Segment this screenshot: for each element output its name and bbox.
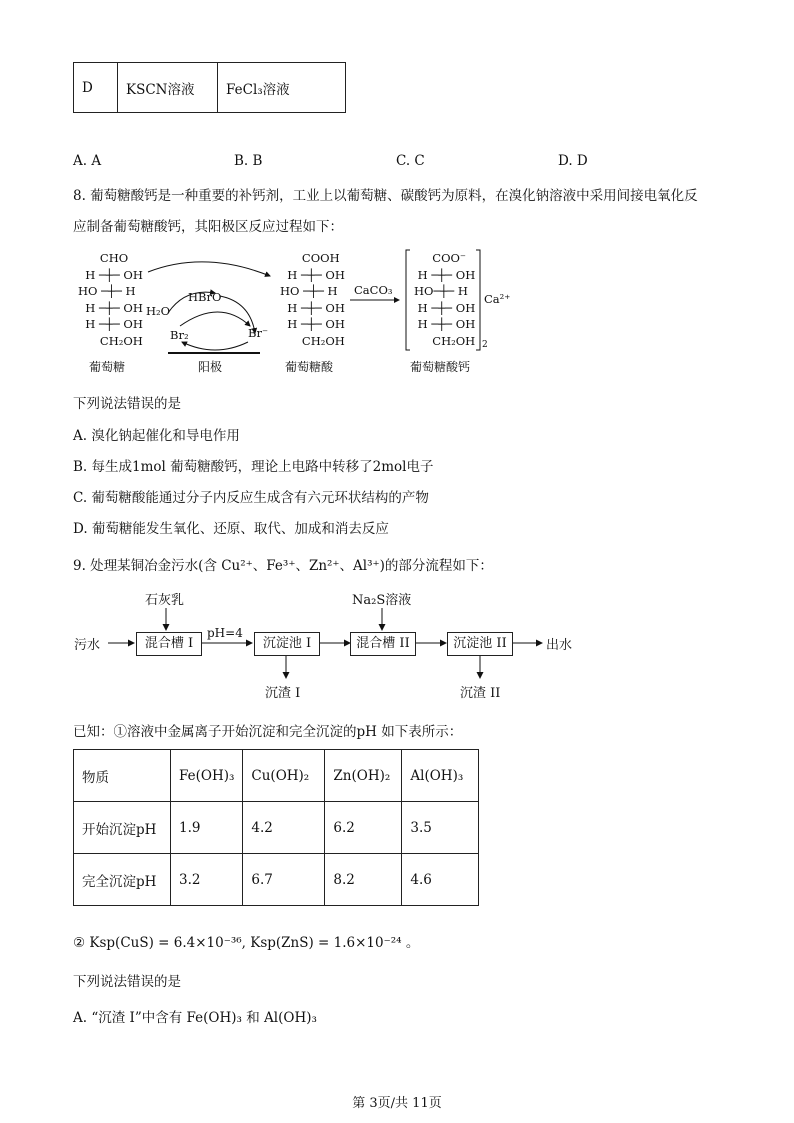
table-cell: 8.2 — [325, 854, 402, 906]
calcium-ion: Ca²⁺ — [484, 292, 511, 306]
br2-label: Br₂ — [170, 328, 189, 342]
q7-option-a: A. A — [73, 153, 102, 169]
q8-ask: 下列说法错误的是 — [73, 396, 181, 412]
table-cell: 6.2 — [325, 802, 402, 854]
q7-option-b: B. B — [234, 153, 263, 169]
flow-lime: 石灰乳 — [145, 593, 185, 608]
page-footer: 第 3页/共 11页 — [352, 1096, 442, 1111]
q8-option-b: B. 每生成1mol 葡萄糖酸钙，理论上电路中转移了2mol电子 — [73, 459, 434, 475]
calcium-gluconate-structure: COO⁻ H ─┼─ OH HO─┼─ H H ─┼─ OH H ─┼─ OH CH₂OH — [414, 251, 476, 348]
flow-slag-1: 沉渣 I — [265, 686, 301, 701]
q8-option-d: D. 葡萄糖能发生氧化、还原、取代、加成和消去反应 — [73, 521, 389, 537]
q8-stem-line2: 应制备葡萄糖酸钙，其阳极区反应过程如下： — [73, 219, 343, 235]
gluconic-acid-structure: COOH H ─┼─ OH HO ─┼─ H H ─┼─ OH H ─┼─ OH CH₂OH — [280, 251, 345, 348]
hbro-label: HBrO — [188, 290, 222, 304]
q8-stem-line1: 8. 葡萄糖酸钙是一种重要的补钙剂，工业上以葡萄糖、碳酸钙为原料，在溴化钠溶液中采用间接电氧化反 — [73, 188, 698, 204]
table-row — [74, 802, 479, 854]
flow-input: 污水 — [74, 638, 101, 653]
table-header-row — [74, 750, 479, 802]
flow-tank-2: 混合槽 II — [350, 632, 416, 656]
table-header: Zn(OH)₂ — [325, 750, 402, 802]
table-cell: KSCN溶液 — [118, 63, 218, 113]
flow-na2s: Na₂S溶液 — [352, 593, 412, 608]
calcium-gluconate-label: 葡萄糖酸钙 — [410, 360, 471, 374]
table-header: Fe(OH)₃ — [171, 750, 243, 802]
table-cell: 完全沉淀pH — [74, 854, 171, 906]
q9-known-1: 已知：①溶液中金属离子开始沉淀和完全沉淀的pH 如下表所示： — [73, 724, 463, 740]
bracket-subscript: 2 — [482, 340, 488, 350]
flow-output: 出水 — [546, 638, 573, 653]
table-cell: FeCl₃溶液 — [218, 63, 346, 113]
flow-pool-2: 沉淀池 II — [447, 632, 513, 656]
q9-stem: 9. 处理某铜冶金污水(含 Cu²⁺、Fe³⁺、Zn²⁺、Al³⁺)的部分流程如下： — [73, 558, 493, 574]
table-cell: D — [74, 63, 118, 113]
table-cell: 3.2 — [171, 854, 243, 906]
table-cell: 1.9 — [171, 802, 243, 854]
table-cell: 4.2 — [243, 802, 325, 854]
q9-option-a: A. “沉渣 I”中含有 Fe(OH)₃ 和 Al(OH)₃ — [73, 1010, 317, 1026]
anode-label: 阳极 — [198, 360, 223, 374]
table-cell: 4.6 — [402, 854, 479, 906]
answer-table-row-d — [73, 62, 346, 113]
q8-option-c: C. 葡萄糖酸能通过分子内反应生成含有六元环状结构的产物 — [73, 490, 429, 506]
h2o-label: H₂O — [146, 304, 171, 318]
caco3-reagent: CaCO₃ — [354, 283, 393, 297]
q7-option-d: D. D — [558, 153, 588, 169]
flow-ph: pH=4 — [207, 626, 243, 640]
table-row — [74, 854, 479, 906]
reaction-arrow — [350, 296, 402, 304]
table-header: 物质 — [74, 750, 171, 802]
q7-option-c: C. C — [396, 153, 425, 169]
flow-tank-1: 混合槽 I — [136, 632, 202, 656]
flow-slag-2: 沉渣 II — [460, 686, 501, 701]
q8-option-a: A. 溴化钠起催化和导电作用 — [73, 428, 240, 444]
table-cell: 开始沉淀pH — [74, 802, 171, 854]
gluconic-acid-label: 葡萄糖酸 — [285, 360, 334, 374]
table-cell: 3.5 — [402, 802, 479, 854]
br-minus-label: Br⁻ — [248, 326, 269, 340]
glucose-structure: CHO H ─┼─ OH HO ─┼─ H H ─┼─ OH H ─┼─ OH CH₂OH — [78, 251, 143, 348]
table-cell: 6.7 — [243, 854, 325, 906]
table-header: Al(OH)₃ — [402, 750, 479, 802]
precipitation-ph-table — [73, 749, 479, 906]
table-header: Cu(OH)₂ — [243, 750, 325, 802]
q9-ask: 下列说法错误的是 — [73, 974, 181, 990]
flow-pool-1: 沉淀池 I — [254, 632, 320, 656]
glucose-label: 葡萄糖 — [89, 360, 126, 374]
q9-known-2: ② Ksp(CuS) = 6.4×10⁻³⁶, Ksp(ZnS) = 1.6×10⁻²⁴ 。 — [73, 935, 420, 951]
